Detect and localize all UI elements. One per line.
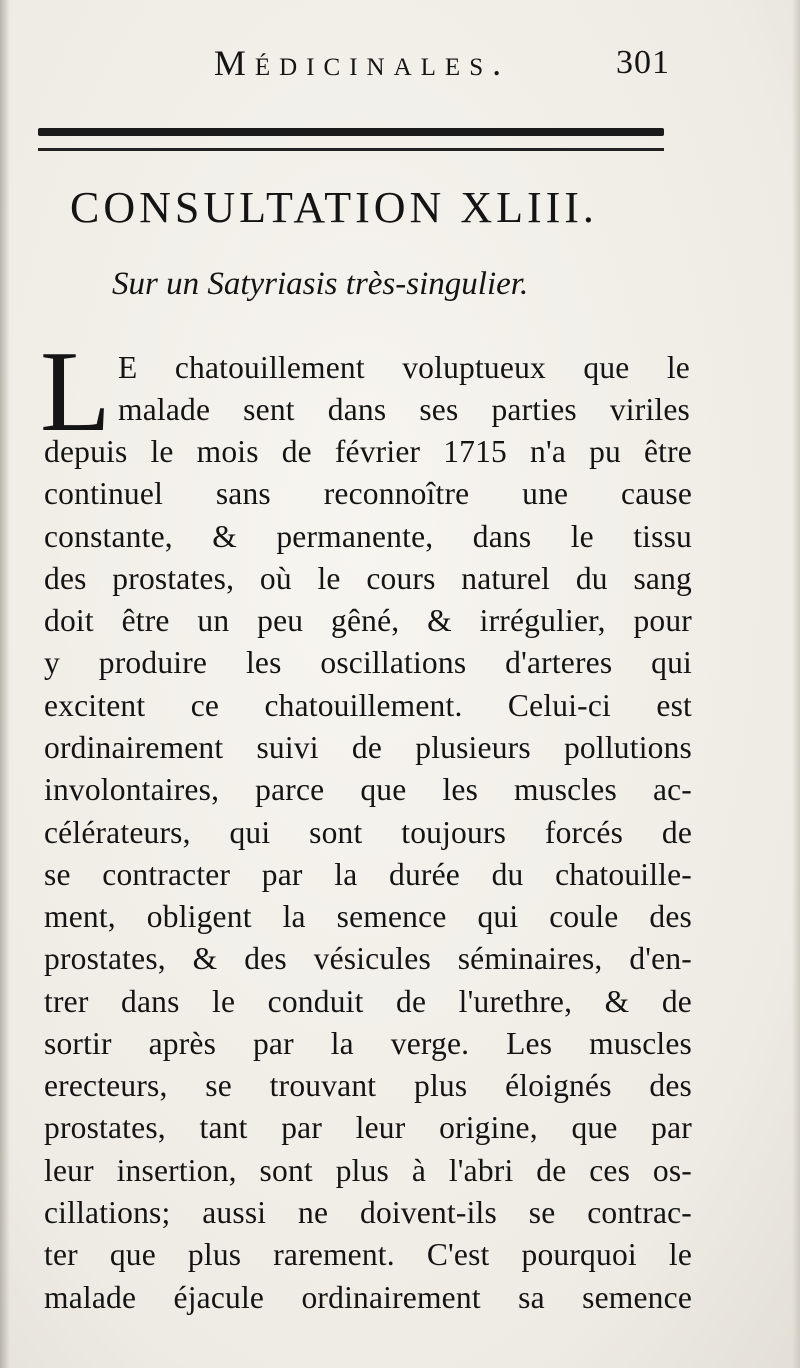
text-line: prostates, tant par leur origine, que par — [44, 1110, 692, 1145]
text-line: E chatouillement voluptueux que le — [118, 350, 690, 385]
text-line: doit être un peu gêné, & irrégulier, pour — [44, 603, 692, 638]
text-line: continuel sans reconnoître une cause — [44, 476, 692, 511]
text-line: se contracter par la durée du chatouille- — [44, 857, 692, 892]
text-line: ter que plus rarement. C'est pourquoi le — [44, 1237, 692, 1272]
text-line: excitent ce chatouillement. Celui-ci est — [44, 688, 692, 723]
text-line: prostates, & des vésicules séminaires, d'en- — [44, 941, 692, 976]
drop-cap: L — [40, 328, 111, 456]
text-line: y produire les oscillations d'arteres qui — [44, 645, 692, 680]
text-line: célérateurs, qui sont toujours forcés de — [44, 815, 692, 850]
text-line: ment, obligent la semence qui coule des — [44, 899, 692, 934]
consultation-heading: CONSULTATION XLIII. — [70, 183, 598, 232]
page-right-edge — [792, 0, 800, 1368]
running-title: Médicinales. — [213, 43, 511, 83]
text-line: erecteurs, se trouvant plus éloignés des — [44, 1068, 692, 1103]
text-line: trer dans le conduit de l'urethre, & de — [44, 984, 692, 1019]
text-line: sortir après par la verge. Les muscles — [44, 1026, 692, 1061]
text-line: malade éjacule ordinairement sa semence — [44, 1280, 692, 1315]
text-line: ordinairement suivi de plusieurs pollutions — [44, 730, 692, 765]
text-line: depuis le mois de février 1715 n'a pu être — [44, 434, 692, 469]
page-number: 301 — [616, 44, 670, 81]
text-line: malade sent dans ses parties viriles — [118, 392, 690, 427]
page-left-edge — [0, 0, 10, 1368]
text-line: constante, & permanente, dans le tissu — [44, 519, 692, 554]
header-rule-thin — [38, 148, 664, 151]
text-line: leur insertion, sont plus à l'abri de ces os- — [44, 1153, 692, 1188]
text-line: cillations; aussi ne doivent-ils se contrac- — [44, 1195, 692, 1230]
text-line: involontaires, parce que les muscles ac- — [44, 772, 692, 807]
consultation-subheading: Sur un Satyriasis très-singulier. — [112, 266, 529, 302]
text-line: des prostates, où le cours naturel du sang — [44, 561, 692, 596]
header-rule-thick — [38, 128, 664, 136]
